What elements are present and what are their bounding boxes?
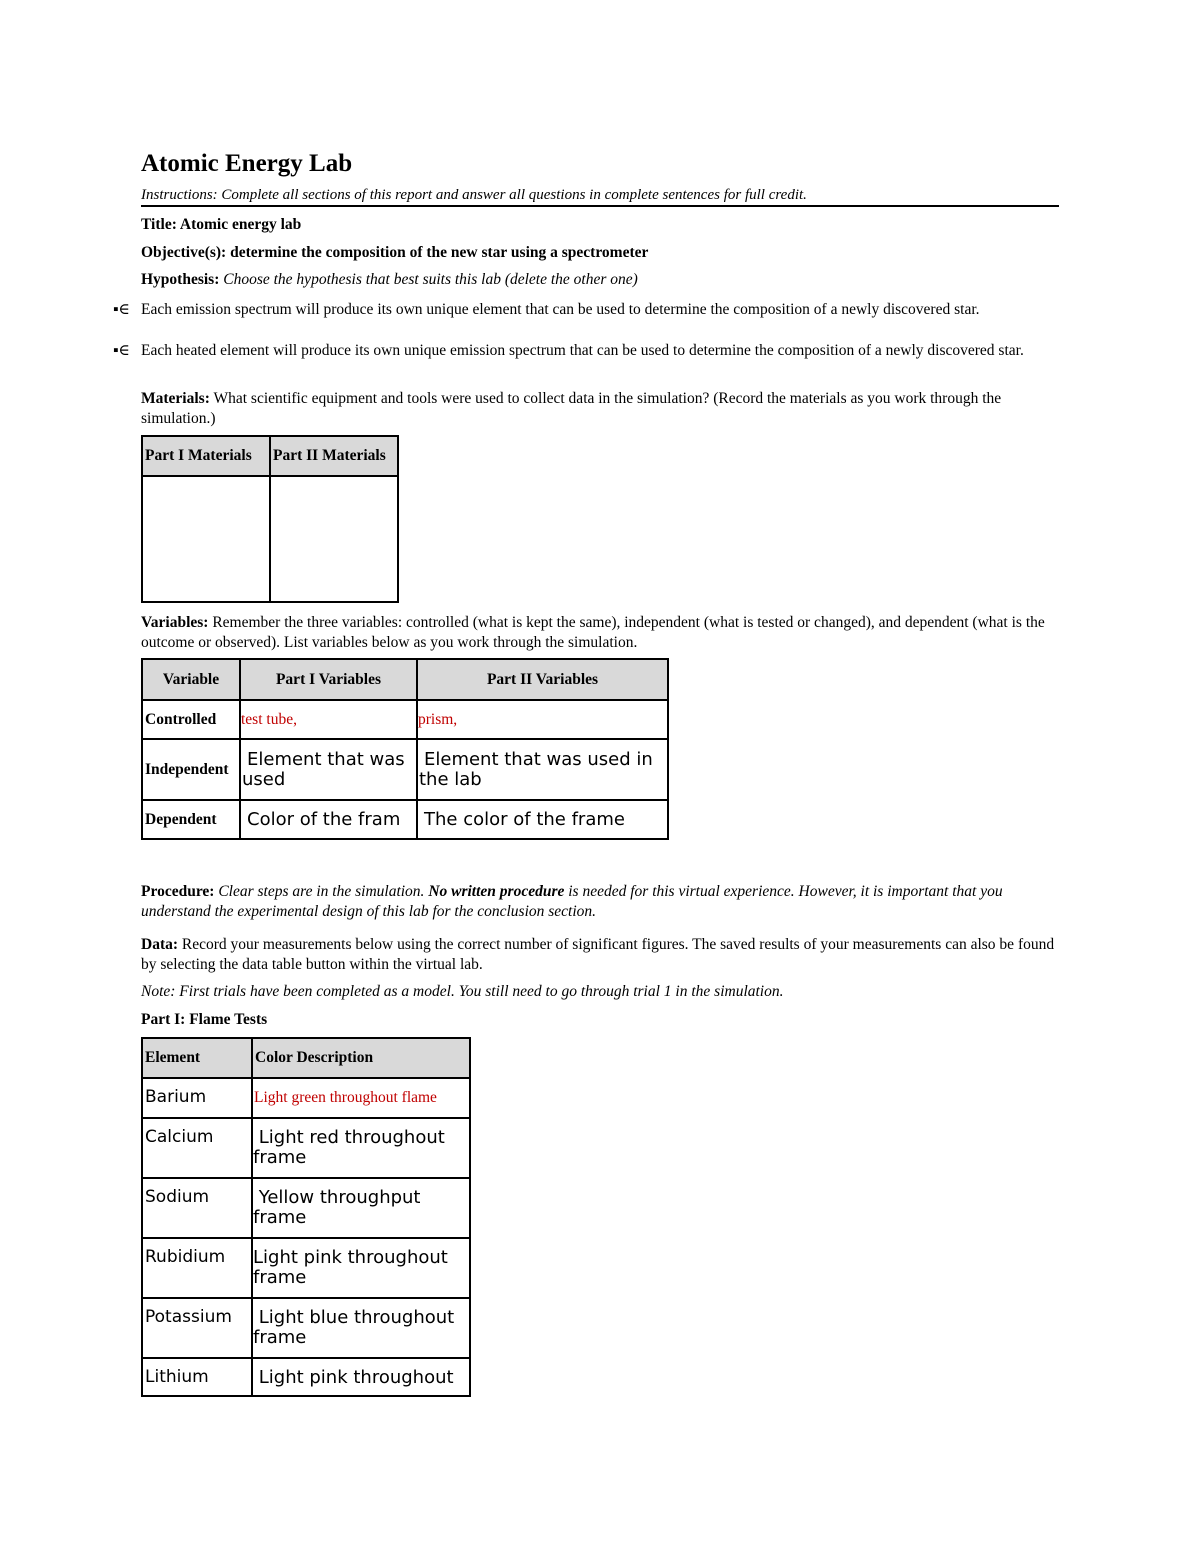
flame-element: Potassium xyxy=(142,1298,252,1358)
variable-name: Dependent xyxy=(142,800,240,839)
procedure-text-1: Clear steps are in the simulation. xyxy=(218,883,425,900)
bullet-marker: ▪∈ xyxy=(113,342,130,359)
variable-part1-text: Element that was used xyxy=(242,748,405,790)
variables-table xyxy=(141,658,669,840)
flame-element: Sodium xyxy=(142,1178,252,1238)
document-title: Atomic Energy Lab xyxy=(141,150,353,177)
flame-color[interactable]: Light red throughout frame xyxy=(252,1118,470,1178)
table-row xyxy=(142,1238,470,1298)
variable-part1[interactable]: Color of the fram xyxy=(240,800,417,839)
flame-color[interactable]: Light blue throughout frame xyxy=(252,1298,470,1358)
variables-header-variable: Variable xyxy=(142,659,240,700)
flame-color[interactable]: Yellow throughput frame xyxy=(252,1178,470,1238)
table-row xyxy=(142,1078,470,1118)
materials-paragraph xyxy=(141,389,1061,429)
materials-cell-part2[interactable] xyxy=(270,476,398,602)
variables-paragraph xyxy=(141,613,1061,653)
flame-header-color: Color Description xyxy=(252,1038,470,1078)
variables-header-part1: Part I Variables xyxy=(240,659,417,700)
part1-heading: Part I: Flame Tests xyxy=(141,1011,268,1028)
flame-header-element: Element xyxy=(142,1038,252,1078)
table-row xyxy=(142,700,668,739)
variable-name: Controlled xyxy=(142,700,240,739)
instructions: Instructions: Complete all sections of this report and answer all questions in complete sentences for full credit. xyxy=(141,187,1059,207)
procedure-text-2: is needed for this virtual experience. However, it is important that you understand the experimental design of this lab for the conclusion section. xyxy=(141,883,1003,920)
data-paragraph xyxy=(141,935,1061,975)
objective-line: Objective(s): determine the composition of the new star using a spectrometer xyxy=(141,244,649,261)
hypothesis-line xyxy=(141,271,638,289)
hypothesis-option-text: Each heated element will produce its own unique emission spectrum that can be used to determine the composition of a newly discovered star. xyxy=(141,342,1024,359)
hypothesis-text: Choose the hypothesis that best suits this lab (delete the other one) xyxy=(223,271,638,288)
table-row xyxy=(142,1298,470,1358)
materials-text: What scientific equipment and tools were used to collect data in the simulation? (Record the materials as you work through the simulation.) xyxy=(141,390,1002,427)
variables-label: Variables: xyxy=(141,614,209,631)
flame-element: Calcium xyxy=(142,1118,252,1178)
flame-tests-table xyxy=(141,1037,471,1397)
hypothesis-label: Hypothesis: xyxy=(141,271,220,288)
variable-part2-text: Element that was used in the lab xyxy=(419,748,653,790)
variable-part2[interactable]: prism, xyxy=(417,700,668,739)
flame-color[interactable]: Light green throughout flame xyxy=(252,1078,470,1118)
hypothesis-option-2[interactable] xyxy=(113,341,1063,361)
materials-header-part1: Part I Materials xyxy=(142,436,270,476)
hypothesis-option-text: Each emission spectrum will produce its own unique element that can be used to determine the composition of a newly discovered star. xyxy=(141,301,980,318)
variables-header-part2: Part II Variables xyxy=(417,659,668,700)
flame-element: Barium xyxy=(142,1078,252,1118)
materials-cell-part1[interactable] xyxy=(142,476,270,602)
table-row xyxy=(142,1358,470,1396)
hypothesis-option-1[interactable] xyxy=(113,300,1063,320)
materials-table xyxy=(141,435,399,603)
materials-label: Materials: xyxy=(141,390,210,407)
variable-part1[interactable] xyxy=(240,739,417,800)
procedure-bold: No written procedure xyxy=(428,883,565,900)
flame-color[interactable]: Light pink throughout xyxy=(252,1358,470,1396)
table-row xyxy=(142,800,668,839)
data-label: Data: xyxy=(141,936,179,953)
table-row xyxy=(142,739,668,800)
table-row xyxy=(142,1118,470,1178)
table-row xyxy=(142,1178,470,1238)
note-line: Note: First trials have been completed as a model. You still need to go through trial 1 in the simulation. xyxy=(141,983,784,1000)
variables-text: Remember the three variables: controlled (what is kept the same), independent (what is tested or changed), and dependent (what is the outcome or observed). List variables below as you work through the simulation. xyxy=(141,614,1045,651)
flame-color[interactable]: Light pink throughout frame xyxy=(252,1238,470,1298)
flame-element: Rubidium xyxy=(142,1238,252,1298)
title-line: Title: Atomic energy lab xyxy=(141,216,302,233)
variable-part2[interactable]: The color of the frame xyxy=(417,800,668,839)
bullet-marker: ▪∈ xyxy=(113,301,130,318)
procedure-paragraph xyxy=(141,882,1061,922)
procedure-label: Procedure: xyxy=(141,883,215,900)
data-text: Record your measurements below using the correct number of significant figures. The saved results of your measurements can also be found by selecting the data table button within the virtual lab. xyxy=(141,936,1055,973)
materials-header-part2: Part II Materials xyxy=(270,436,398,476)
variable-name: Independent xyxy=(142,739,240,800)
variable-part1[interactable]: test tube, xyxy=(240,700,417,739)
flame-element: Lithium xyxy=(142,1358,252,1396)
variable-part2[interactable] xyxy=(417,739,668,800)
